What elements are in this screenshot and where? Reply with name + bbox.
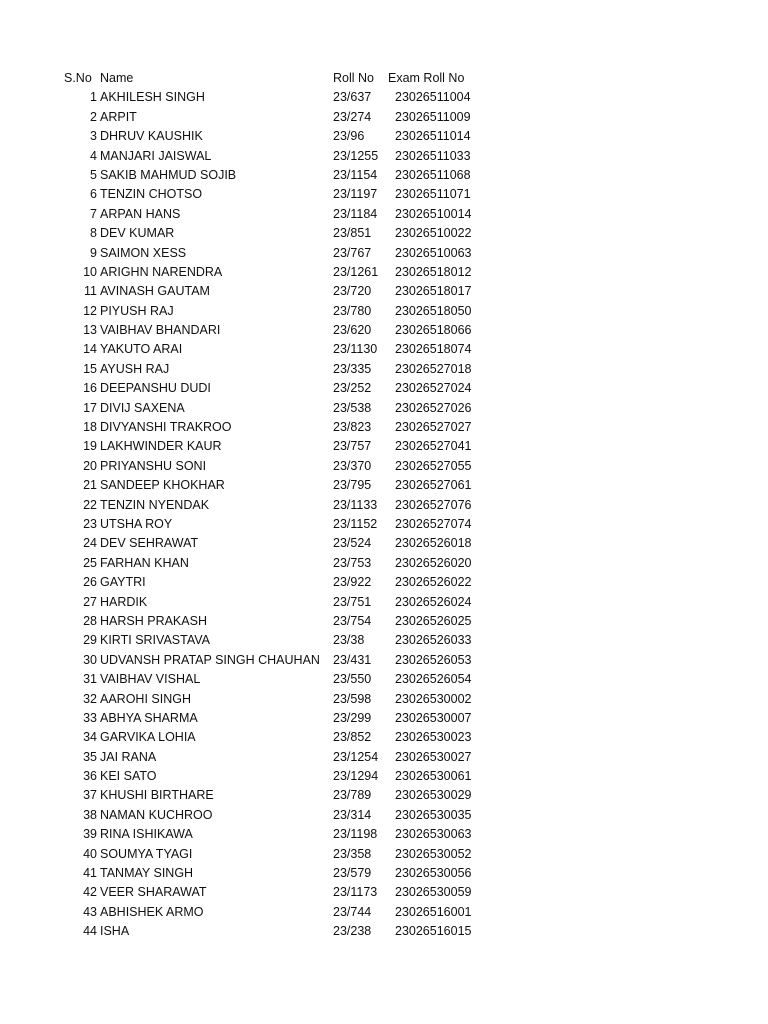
name-cell: UDVANSH PRATAP SINGH CHAUHAN [100, 652, 320, 667]
sno-cell: 23 [83, 516, 97, 531]
roll-no-cell: 23/753 [333, 555, 372, 570]
name-cell: MANJARI JAISWAL [100, 148, 212, 163]
sno-cell: 10 [83, 264, 97, 279]
header-row [0, 69, 768, 88]
table-row [0, 360, 768, 379]
exam-roll-no-cell: 23026518074 [395, 342, 472, 357]
name-cell: GAYTRI [100, 575, 146, 590]
roll-no-cell: 23/524 [333, 536, 372, 551]
name-cell: AVINASH GAUTAM [100, 284, 210, 299]
table-row [0, 845, 768, 864]
name-cell: SANDEEP KHOKHAR [100, 478, 225, 493]
sno-cell: 33 [83, 710, 97, 725]
exam-roll-no-cell: 23026518017 [395, 284, 472, 299]
roll-no-cell: 23/1197 [333, 187, 378, 202]
table-row [0, 166, 768, 185]
exam-roll-no-cell: 23026527026 [395, 400, 472, 415]
table-row [0, 825, 768, 844]
name-cell: LAKHWINDER KAUR [100, 439, 222, 454]
table-row [0, 147, 768, 166]
table-row [0, 496, 768, 515]
name-cell: GARVIKA LOHIA [100, 730, 196, 745]
sno-cell: 4 [90, 148, 97, 163]
table-row [0, 457, 768, 476]
name-cell: JAI RANA [100, 749, 157, 764]
header-sno: S.No [64, 71, 92, 85]
roll-no-cell: 23/1198 [333, 827, 378, 842]
exam-roll-no-cell: 23026530007 [395, 710, 472, 725]
table-row [0, 108, 768, 127]
sno-cell: 8 [90, 226, 97, 241]
table-body [0, 88, 768, 941]
name-cell: DEV SEHRAWAT [100, 536, 199, 551]
table-row [0, 379, 768, 398]
sno-cell: 39 [83, 827, 97, 842]
roll-no-cell: 23/757 [333, 439, 372, 454]
name-cell: SAKIB MAHMUD SOJIB [100, 167, 237, 182]
exam-roll-no-cell: 23026526054 [395, 672, 472, 687]
name-cell: ARIGHN NARENDRA [100, 264, 223, 279]
roll-no-cell: 23/550 [333, 672, 372, 687]
exam-roll-no-cell: 23026530052 [395, 846, 472, 861]
roll-no-cell: 23/96 [333, 129, 365, 144]
sno-cell: 41 [83, 866, 97, 881]
sno-cell: 16 [83, 381, 97, 396]
name-cell: DEV KUMAR [100, 226, 175, 241]
exam-roll-no-cell: 23026511033 [395, 148, 471, 163]
roll-no-cell: 23/1255 [333, 148, 379, 163]
table-row [0, 806, 768, 825]
exam-roll-no-cell: 23026530035 [395, 807, 472, 822]
name-cell: ARPAN HANS [100, 206, 181, 221]
sno-cell: 35 [83, 749, 97, 764]
name-cell: RINA ISHIKAWA [100, 827, 193, 842]
roll-no-cell: 23/637 [333, 90, 372, 105]
exam-roll-no-cell: 23026518012 [395, 264, 472, 279]
name-cell: DHRUV KAUSHIK [100, 129, 203, 144]
name-cell: YAKUTO ARAI [100, 342, 183, 357]
exam-roll-no-cell: 23026530027 [395, 749, 472, 764]
table-row [0, 437, 768, 456]
name-cell: DIVYANSHI TRAKROO [100, 420, 232, 435]
exam-roll-no-cell: 23026511014 [395, 129, 471, 144]
name-cell: KEI SATO [100, 769, 157, 784]
sno-cell: 28 [83, 613, 97, 628]
roll-no-cell: 23/538 [333, 400, 372, 415]
exam-roll-no-cell: 23026527061 [395, 478, 472, 493]
roll-no-cell: 23/789 [333, 788, 372, 803]
name-cell: HARSH PRAKASH [100, 613, 207, 628]
name-cell: VAIBHAV BHANDARI [100, 323, 221, 338]
sno-cell: 6 [90, 187, 97, 202]
roll-no-cell: 23/780 [333, 303, 372, 318]
sno-cell: 32 [83, 691, 97, 706]
sno-cell: 36 [83, 769, 97, 784]
table-row [0, 631, 768, 650]
table-row [0, 651, 768, 670]
roll-no-cell: 23/1154 [333, 167, 378, 182]
name-cell: TANMAY SINGH [100, 866, 194, 881]
roll-no-cell: 23/1173 [333, 885, 378, 900]
exam-roll-no-cell: 23026530056 [395, 866, 472, 881]
sno-cell: 25 [83, 555, 97, 570]
exam-roll-no-cell: 23026516015 [395, 924, 472, 939]
table-row [0, 302, 768, 321]
exam-roll-no-cell: 23026530029 [395, 788, 472, 803]
sno-cell: 11 [84, 284, 97, 299]
table-row [0, 205, 768, 224]
table-row [0, 534, 768, 553]
name-cell: AYUSH RAJ [100, 361, 170, 376]
table-row [0, 922, 768, 941]
roll-no-cell: 23/598 [333, 691, 372, 706]
roll-no-cell: 23/579 [333, 866, 372, 881]
roll-no-cell: 23/1130 [333, 342, 378, 357]
table-row [0, 903, 768, 922]
roll-no-cell: 23/1294 [333, 769, 379, 784]
roll-no-cell: 23/852 [333, 730, 372, 745]
table-row [0, 185, 768, 204]
roll-no-cell: 23/1184 [333, 206, 378, 221]
roll-no-cell: 23/795 [333, 478, 372, 493]
name-cell: VEER SHARAWAT [100, 885, 207, 900]
student-list-sheet [0, 69, 768, 942]
table-row [0, 554, 768, 573]
name-cell: FARHAN KHAN [100, 555, 189, 570]
sno-cell: 3 [90, 129, 97, 144]
name-cell: ARPIT [100, 109, 137, 124]
sno-cell: 26 [83, 575, 97, 590]
exam-roll-no-cell: 23026530061 [395, 769, 472, 784]
roll-no-cell: 23/238 [333, 924, 372, 939]
header-name: Name [100, 71, 134, 85]
exam-roll-no-cell: 23026511071 [395, 187, 471, 202]
sno-cell: 15 [83, 361, 97, 376]
roll-no-cell: 23/314 [333, 807, 372, 822]
table-row [0, 88, 768, 107]
roll-no-cell: 23/274 [333, 109, 372, 124]
sno-cell: 5 [90, 167, 97, 182]
exam-roll-no-cell: 23026526024 [395, 594, 472, 609]
sno-cell: 19 [83, 439, 97, 454]
roll-no-cell: 23/754 [333, 613, 372, 628]
roll-no-cell: 23/720 [333, 284, 372, 299]
sno-cell: 42 [83, 885, 97, 900]
name-cell: TENZIN NYENDAK [100, 497, 210, 512]
exam-roll-no-cell: 23026526020 [395, 555, 472, 570]
table-row [0, 690, 768, 709]
name-cell: DEEPANSHU DUDI [100, 381, 211, 396]
exam-roll-no-cell: 23026530023 [395, 730, 472, 745]
name-cell: SAIMON XESS [100, 245, 187, 260]
roll-no-cell: 23/767 [333, 245, 372, 260]
sno-cell: 13 [83, 323, 97, 338]
roll-no-cell: 23/751 [333, 594, 372, 609]
table-row [0, 224, 768, 243]
table-row [0, 263, 768, 282]
sno-cell: 2 [90, 109, 97, 124]
table-row [0, 593, 768, 612]
exam-roll-no-cell: 23026527027 [395, 420, 472, 435]
sno-cell: 30 [83, 652, 97, 667]
name-cell: ABHYA SHARMA [100, 710, 198, 725]
exam-roll-no-cell: 23026511009 [395, 109, 471, 124]
name-cell: NAMAN KUCHROO [100, 807, 213, 822]
name-cell: PRIYANSHU SONI [100, 458, 207, 473]
roll-no-cell: 23/38 [333, 633, 365, 648]
roll-no-cell: 23/335 [333, 361, 372, 376]
name-cell: ABHISHEK ARMO [100, 904, 204, 919]
roll-no-cell: 23/823 [333, 420, 372, 435]
sno-cell: 17 [83, 400, 97, 415]
sno-cell: 20 [83, 458, 97, 473]
table-row [0, 340, 768, 359]
table-row [0, 883, 768, 902]
exam-roll-no-cell: 23026510063 [395, 245, 472, 260]
table-row [0, 612, 768, 631]
table-row [0, 728, 768, 747]
sno-cell: 31 [83, 672, 97, 687]
roll-no-cell: 23/431 [333, 652, 372, 667]
roll-no-cell: 23/1152 [333, 516, 378, 531]
exam-roll-no-cell: 23026511004 [395, 90, 471, 105]
sno-cell: 22 [83, 497, 97, 512]
table-row [0, 767, 768, 786]
table-row [0, 321, 768, 340]
sno-cell: 27 [83, 594, 97, 609]
name-cell: TENZIN CHOTSO [100, 187, 203, 202]
sno-cell: 14 [83, 342, 97, 357]
name-cell: PIYUSH RAJ [100, 303, 174, 318]
roll-no-cell: 23/252 [333, 381, 372, 396]
table-row [0, 515, 768, 534]
sno-cell: 34 [83, 730, 97, 745]
sno-cell: 24 [83, 536, 97, 551]
exam-roll-no-cell: 23026527018 [395, 361, 472, 376]
sno-cell: 21 [83, 478, 97, 493]
exam-roll-no-cell: 23026530063 [395, 827, 472, 842]
table-row [0, 573, 768, 592]
exam-roll-no-cell: 23026527024 [395, 381, 472, 396]
table-row [0, 748, 768, 767]
roll-no-cell: 23/922 [333, 575, 372, 590]
roll-no-cell: 23/370 [333, 458, 372, 473]
table-row [0, 864, 768, 883]
sno-cell: 37 [83, 788, 97, 803]
sno-cell: 18 [83, 420, 97, 435]
roll-no-cell: 23/1133 [333, 497, 378, 512]
sno-cell: 40 [83, 846, 97, 861]
sno-cell: 7 [90, 206, 97, 221]
table-row [0, 476, 768, 495]
table-row [0, 709, 768, 728]
sno-cell: 44 [83, 924, 97, 939]
sno-cell: 9 [90, 245, 97, 260]
name-cell: ISHA [100, 924, 130, 939]
exam-roll-no-cell: 23026518050 [395, 303, 472, 318]
roll-no-cell: 23/1261 [333, 264, 379, 279]
sno-cell: 12 [83, 303, 97, 318]
roll-no-cell: 23/299 [333, 710, 372, 725]
name-cell: SOUMYA TYAGI [100, 846, 193, 861]
header-roll-no: Roll No [333, 71, 374, 85]
exam-roll-no-cell: 23026526018 [395, 536, 472, 551]
name-cell: HARDIK [100, 594, 148, 609]
roll-no-cell: 23/1254 [333, 749, 379, 764]
exam-roll-no-cell: 23026526022 [395, 575, 472, 590]
table-row [0, 127, 768, 146]
table-row [0, 244, 768, 263]
sno-cell: 38 [83, 807, 97, 822]
exam-roll-no-cell: 23026527041 [395, 439, 472, 454]
sno-cell: 43 [83, 904, 97, 919]
exam-roll-no-cell: 23026527055 [395, 458, 472, 473]
exam-roll-no-cell: 23026518066 [395, 323, 472, 338]
exam-roll-no-cell: 23026527074 [395, 516, 472, 531]
exam-roll-no-cell: 23026526025 [395, 613, 472, 628]
name-cell: VAIBHAV VISHAL [100, 672, 201, 687]
exam-roll-no-cell: 23026511068 [395, 167, 471, 182]
exam-roll-no-cell: 23026526053 [395, 652, 472, 667]
roll-no-cell: 23/851 [333, 226, 372, 241]
name-cell: KHUSHI BIRTHARE [100, 788, 214, 803]
name-cell: DIVIJ SAXENA [100, 400, 185, 415]
name-cell: AKHILESH SINGH [100, 90, 205, 105]
name-cell: AAROHI SINGH [100, 691, 191, 706]
table-row [0, 418, 768, 437]
roll-no-cell: 23/620 [333, 323, 372, 338]
sno-cell: 29 [83, 633, 97, 648]
sno-cell: 1 [90, 90, 97, 105]
table-row [0, 786, 768, 805]
name-cell: KIRTI SRIVASTAVA [100, 633, 210, 648]
roll-no-cell: 23/744 [333, 904, 372, 919]
name-cell: UTSHA ROY [100, 516, 173, 531]
exam-roll-no-cell: 23026510022 [395, 226, 472, 241]
header-exam-roll-no: Exam Roll No [388, 71, 465, 85]
exam-roll-no-cell: 23026527076 [395, 497, 472, 512]
roll-no-cell: 23/358 [333, 846, 372, 861]
exam-roll-no-cell: 23026510014 [395, 206, 472, 221]
table-row [0, 399, 768, 418]
exam-roll-no-cell: 23026530002 [395, 691, 472, 706]
exam-roll-no-cell: 23026516001 [395, 904, 472, 919]
table-row [0, 670, 768, 689]
exam-roll-no-cell: 23026526033 [395, 633, 472, 648]
exam-roll-no-cell: 23026530059 [395, 885, 472, 900]
table-row [0, 282, 768, 301]
